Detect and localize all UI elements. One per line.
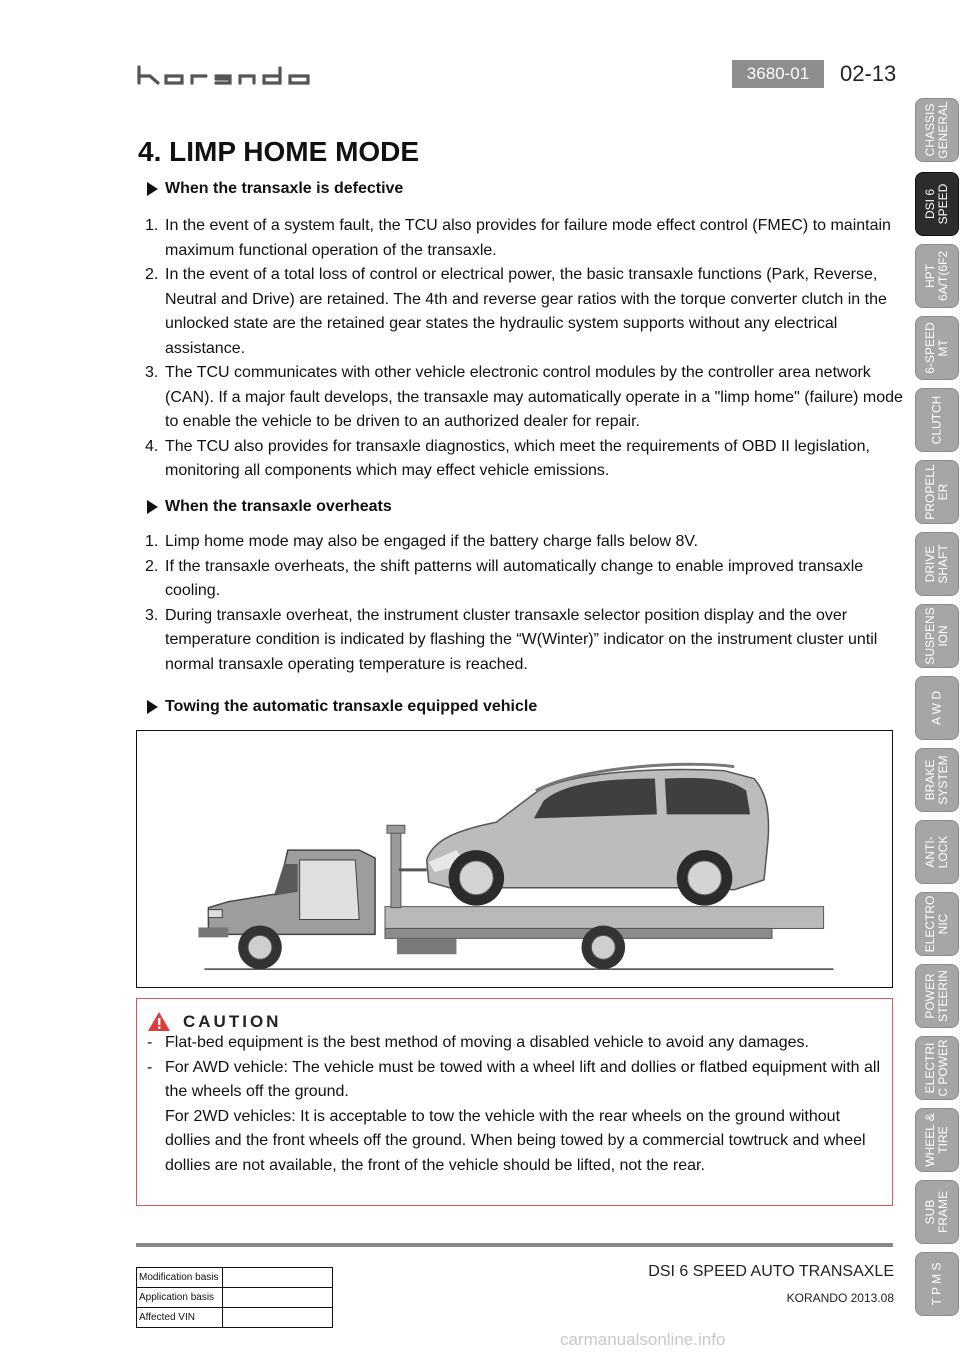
side-tab-label: CLUTCH bbox=[929, 395, 944, 445]
side-tab-label: SUSPENS ION bbox=[923, 607, 950, 665]
table-row bbox=[137, 1288, 333, 1308]
item-number: 4. bbox=[145, 437, 159, 455]
page-number: 02-13 bbox=[840, 61, 897, 86]
overheats-list bbox=[145, 530, 905, 677]
side-tab-label: SUB FRAME bbox=[923, 1191, 950, 1233]
side-tab-chassis-general[interactable] bbox=[915, 98, 959, 162]
item-number: 2. bbox=[145, 557, 159, 575]
document-edition: KORANDO 2013.08 bbox=[786, 1291, 894, 1305]
list-item bbox=[145, 263, 905, 361]
triangle-bullet-icon bbox=[147, 182, 158, 196]
table-cell-label: Application basis bbox=[137, 1288, 223, 1308]
side-tab-tpms[interactable] bbox=[915, 1252, 959, 1316]
item-text: The TCU communicates with other vehicle electronic control modules by the controller area network (CAN). If a major fault develops, the transaxle may automatically operate in a "limp home" (failure) mode to enable the vehicle to be driven to an authorized dealer for repair. bbox=[165, 364, 903, 430]
side-tab-sub-frame[interactable] bbox=[915, 1180, 959, 1244]
list-item bbox=[145, 530, 905, 555]
caution-item bbox=[147, 1056, 887, 1105]
side-tab-label: WHEEL & TIRE bbox=[923, 1113, 950, 1167]
caution-item bbox=[147, 1105, 887, 1179]
side-tab-electric-power[interactable] bbox=[915, 1036, 959, 1100]
side-tab-brake-system[interactable] bbox=[915, 748, 959, 812]
warning-triangle-icon bbox=[147, 1011, 171, 1032]
triangle-bullet-icon bbox=[147, 700, 158, 714]
item-number: 2. bbox=[145, 266, 159, 283]
caution-dash: - bbox=[147, 1058, 153, 1076]
section-heading-towing bbox=[147, 698, 537, 716]
modification-table bbox=[136, 1267, 333, 1328]
defective-list bbox=[145, 214, 905, 484]
side-tab-awd[interactable] bbox=[915, 676, 959, 740]
section-code-badge: 3680-01 bbox=[732, 60, 824, 88]
side-tab-anti-lock[interactable] bbox=[915, 820, 959, 884]
side-tab-label: POWER STEERIN bbox=[923, 970, 950, 1023]
section-heading-defective bbox=[147, 180, 403, 198]
caution-header bbox=[147, 1011, 281, 1032]
item-text: The TCU also provides for transaxle diagnostics, which meet the requirements of OBD II legislation, monitoring all components which may effect vehicle emissions. bbox=[165, 437, 870, 479]
side-tab-label: ANTI- LOCK bbox=[923, 835, 950, 869]
table-cell-value bbox=[223, 1268, 333, 1288]
item-number: 3. bbox=[145, 364, 159, 381]
side-tab-label: ELECTRI C POWER bbox=[923, 1039, 950, 1097]
table-row bbox=[137, 1268, 333, 1288]
table-cell-value bbox=[223, 1288, 333, 1308]
side-tab-electronic[interactable] bbox=[915, 892, 959, 956]
list-item bbox=[145, 435, 905, 484]
table-cell-label: Modification basis bbox=[137, 1268, 223, 1288]
caution-text: For 2WD vehicles: It is acceptable to tow the vehicle with the rear wheels on the ground without dollies and the front wheels off the ground. When being towed by a commercial towtruck and wheel dollies are not available, the front of the vehicle should be lifted, not the rear. bbox=[165, 1107, 866, 1174]
caution-box bbox=[136, 998, 893, 1206]
side-tab-label: ELECTRO NIC bbox=[923, 895, 950, 953]
item-text: During transaxle overheat, the instrument cluster transaxle selector position display and the over temperature condition is indicated by flashing the “W(Winter)” indicator on the instrument cluster until normal transaxle operating temperature is reached. bbox=[165, 606, 878, 673]
side-tab-label: A W D bbox=[929, 691, 944, 726]
side-tab-label: T P M S bbox=[929, 1262, 944, 1306]
document-title: DSI 6 SPEED AUTO TRANSAXLE bbox=[648, 1263, 894, 1280]
side-tab-power-steering[interactable] bbox=[915, 964, 959, 1028]
caution-dash: - bbox=[147, 1034, 153, 1051]
item-number: 1. bbox=[145, 217, 159, 234]
korando-logo bbox=[136, 64, 316, 86]
side-tab-drive-shaft[interactable] bbox=[915, 532, 959, 596]
page-title: 4. LIMP HOME MODE bbox=[138, 136, 420, 167]
item-number: 1. bbox=[145, 533, 159, 550]
side-tab-label: DSI 6 SPEED bbox=[923, 183, 950, 225]
item-number: 3. bbox=[145, 606, 159, 624]
side-tab-dsi-6-speed[interactable] bbox=[915, 172, 959, 236]
side-tab-label: BRAKE SYSTEM bbox=[923, 755, 950, 805]
table-cell-label: Affected VIN bbox=[137, 1308, 223, 1328]
item-text: If the transaxle overheats, the shift patterns will automatically change to enable improved transaxle cooling. bbox=[165, 557, 864, 599]
caution-text: Flat-bed equipment is the best method of moving a disabled vehicle to avoid any damages. bbox=[165, 1034, 809, 1051]
footer-rule bbox=[136, 1243, 893, 1247]
side-tab-clutch[interactable] bbox=[915, 388, 959, 452]
flatbed-towing-figure bbox=[136, 730, 893, 988]
caution-list bbox=[147, 1031, 887, 1178]
side-tab-label: DRIVE SHAFT bbox=[923, 544, 950, 584]
caution-item bbox=[147, 1031, 887, 1056]
side-tab-suspension[interactable] bbox=[915, 604, 959, 668]
item-text: Limp home mode may also be engaged if the battery charge falls below 8V. bbox=[165, 533, 699, 550]
list-item bbox=[145, 361, 905, 435]
section-heading-overheats bbox=[147, 498, 392, 516]
side-tab-label: HPT 6A/T(6F2 bbox=[923, 251, 950, 302]
section-heading-text: When the transaxle is defective bbox=[165, 180, 404, 197]
section-heading-text: When the transaxle overheats bbox=[165, 498, 392, 515]
side-tab-label: CHASSIS GENERAL bbox=[923, 101, 950, 159]
side-tab-propeller[interactable] bbox=[915, 460, 959, 524]
side-tab-label: PROPELL ER bbox=[923, 464, 950, 520]
list-item bbox=[145, 604, 905, 678]
side-tab-6-speed-mt[interactable] bbox=[915, 316, 959, 380]
caution-label: CAUTION bbox=[183, 1011, 282, 1031]
table-cell-value bbox=[223, 1308, 333, 1328]
watermark-text: carmanualsonline.info bbox=[560, 1330, 726, 1349]
side-tab-label: 6-SPEED MT bbox=[923, 322, 950, 374]
caution-text: For AWD vehicle: The vehicle must be towed with a wheel lift and dollies or flatbed equipment with all the wheels off the ground. bbox=[165, 1058, 881, 1100]
list-item bbox=[145, 214, 905, 263]
flatbed-truck-illustration bbox=[137, 731, 892, 987]
side-tab-wheel-tire[interactable] bbox=[915, 1108, 959, 1172]
triangle-bullet-icon bbox=[147, 500, 158, 514]
table-row bbox=[137, 1308, 333, 1328]
side-tab-hpt-6at[interactable] bbox=[915, 244, 959, 308]
section-heading-text: Towing the automatic transaxle equipped vehicle bbox=[165, 698, 538, 715]
item-text: In the event of a system fault, the TCU also provides for failure mode effect control (FMEC) to maintain maximum functional operation of the transaxle. bbox=[165, 217, 891, 259]
list-item bbox=[145, 555, 905, 604]
item-text: In the event of a total loss of control or electrical power, the basic transaxle functions (Park, Reverse, Neutral and Drive) are retained. The 4th and reverse gear ratios with the torque converter clutch in the unlocked state are the retained gear states the hydraulic system supports without any electrical assistance. bbox=[165, 266, 887, 357]
